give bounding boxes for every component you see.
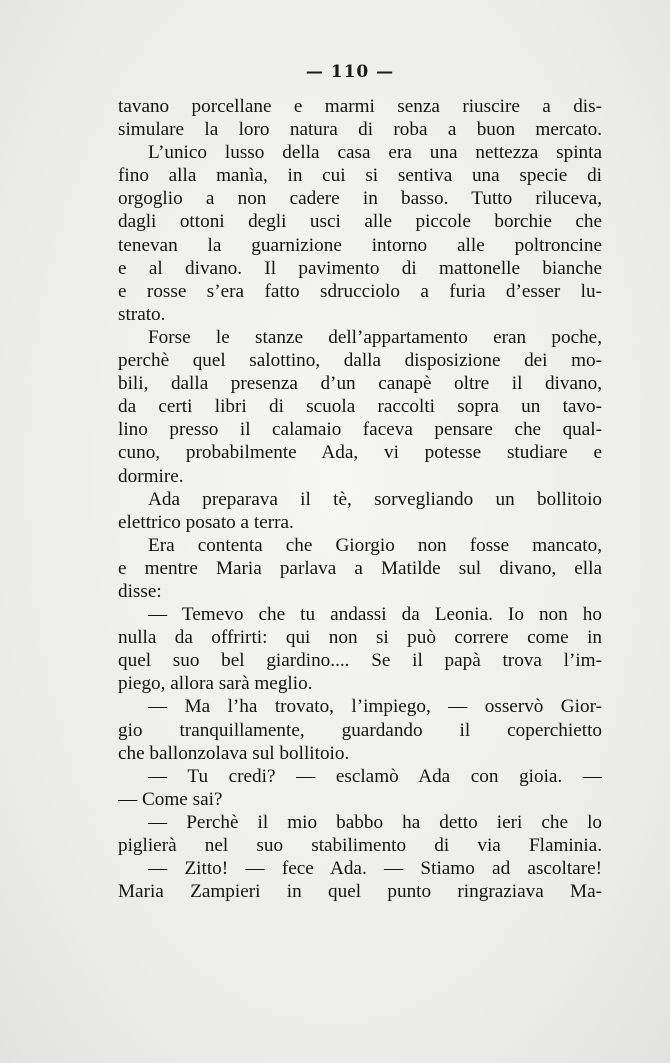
text-line: — Tu credi? — esclamò Ada con gioia. — [148,765,602,787]
text-line: disse: [118,580,162,602]
text-line: lino presso il calamaio faceva pensare che qual- [118,419,602,441]
body-text [118,95,602,903]
text-line: gio tranquillamente, guardando il coperchietto [118,719,602,741]
text-line: fino alla manìa, in cui si sentiva una specie di [118,165,602,187]
text-line: Era contenta che Giorgio non fosse mancato, [148,534,602,556]
text-line: dormire. [118,465,184,487]
text-line: L’unico lusso della casa era una nettezza spinta [148,142,602,164]
page-number: — 110 — [305,62,395,82]
text-line: e al divano. Il pavimento di mattonelle bianche [118,257,602,279]
text-line: orgoglio a non cadere in basso. Tutto riluceva, [118,188,602,210]
text-line: — Temevo che tu andassi da Leonia. Io non ho [148,604,602,626]
text-line: e rosse s’era fatto sdrucciolo a furia d’esser lu- [118,280,602,302]
text-line: quel suo bel giardino.... Se il papà trova l’im- [118,650,602,672]
text-line: e mentre Maria parlava a Matilde sul divano, ella [118,557,602,579]
text-line: strato. [118,303,166,325]
text-line: elettrico posato a terra. [118,511,294,533]
text-line: Forse le stanze dell’appartamento eran poche, [148,326,602,348]
text-line: tavano porcellane e marmi senza riuscire a dis- [118,96,602,117]
text-line: simulare la loro natura di roba a buon mercato. [118,119,602,141]
text-line: nulla da offrirti: qui non si può correre come in [118,627,602,649]
text-line: tenevan la guarnizione intorno alle poltroncine [118,234,602,256]
text-line: Maria Zampieri in quel punto ringraziava Ma- [118,881,602,903]
text-line: piego, allora sarà meglio. [118,673,313,695]
text-line: da certi libri di scuola raccolti sopra un tavo- [118,396,602,418]
text-line: — Ma l’ha trovato, l’impiego, — osservò Gior- [148,696,602,718]
text-line: cuno, probabilmente Ada, vi potesse studiare e [118,442,602,464]
text-line: che ballonzolava sul bollitoio. [118,742,350,764]
text-line: — Come sai? [118,788,223,810]
text-line: perchè quel salottino, dalla disposizione dei mo- [118,350,602,372]
text-line: bili, dalla presenza d’un canapè oltre il divano, [118,373,602,395]
text-line: piglierà nel suo stabilimento di via Flaminia. [118,835,602,856]
text-line: dagli ottoni degli usci alle piccole borchie che [118,211,602,233]
text-line: Ada preparava il tè, sorvegliando un bollitoio [148,488,602,510]
text-line: — Zitto! — fece Ada. — Stiamo ad ascoltare! [148,858,602,880]
text-line: — Perchè il mio babbo ha detto ieri che lo [148,811,602,833]
